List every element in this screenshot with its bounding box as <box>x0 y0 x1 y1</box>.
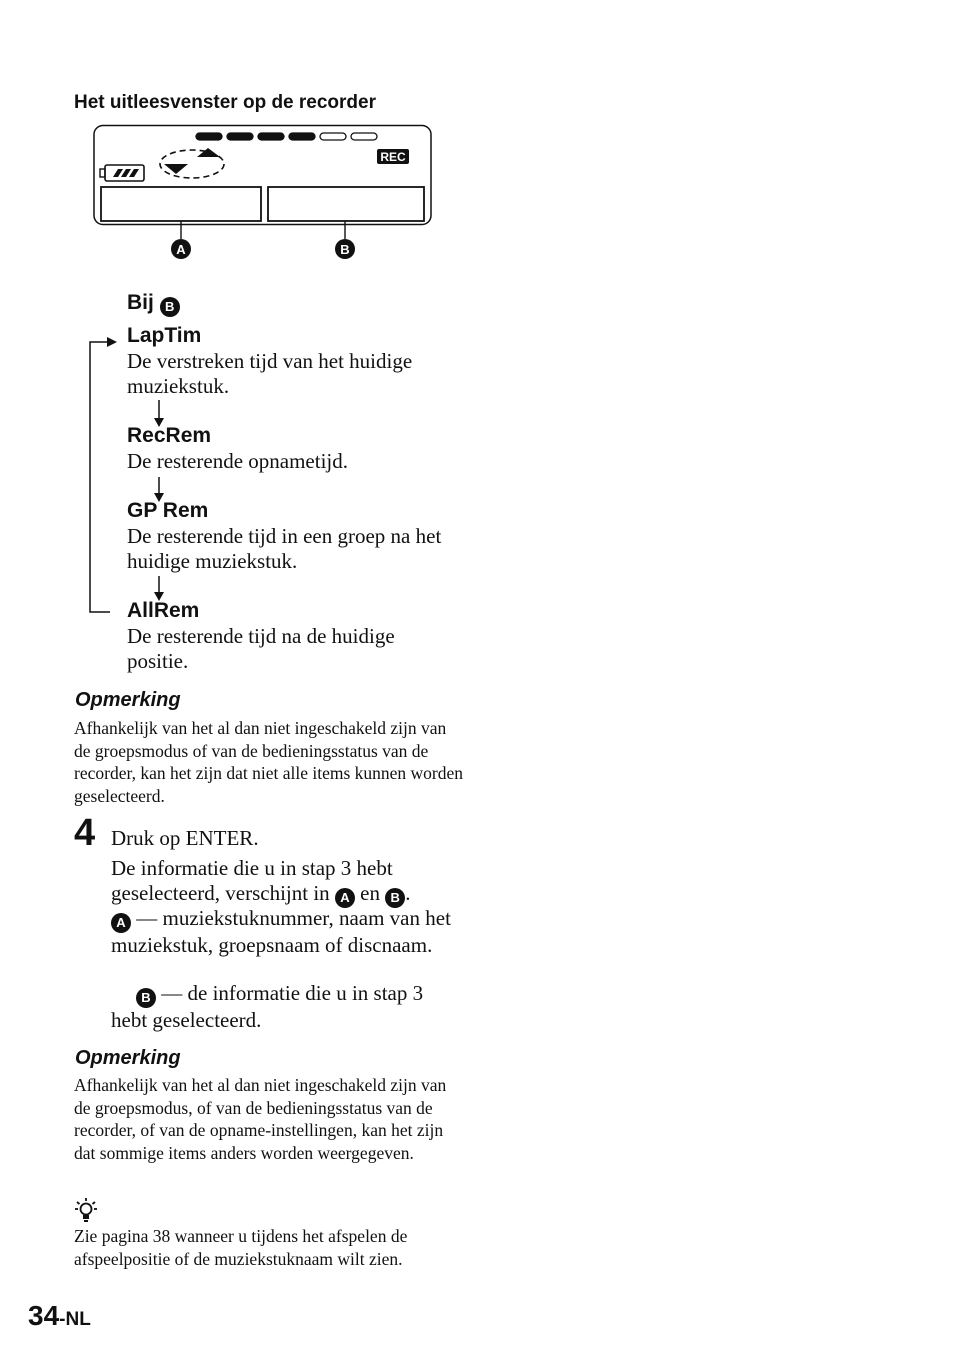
step-info-text: De informatie die u in stap 3 hebt geselecteerd, verschijnt in <box>111 856 393 905</box>
level-segment <box>320 133 346 140</box>
item-title-recrem: RecRem <box>127 424 212 447</box>
display-field-a <box>101 187 261 221</box>
step-number: 4 <box>74 812 96 854</box>
battery-icon <box>100 165 144 181</box>
lightbulb-icon <box>74 1197 98 1225</box>
item-desc-allrem: De resterende tijd na de huidige positie. <box>127 624 395 673</box>
item-desc-gprem: De resterende tijd in een groep na het huidige muziekstuk. <box>127 524 442 573</box>
rec-badge <box>377 149 409 164</box>
step-a-desc-row <box>111 906 456 958</box>
level-segment <box>196 133 222 140</box>
arrow-right-icon <box>107 337 117 347</box>
step-info <box>111 856 456 908</box>
step-b-desc-row <box>111 981 456 1033</box>
bij-label: Bij <box>127 291 154 314</box>
page-number <box>28 1300 91 1332</box>
step-b-desc: — de informatie die u in stap 3 hebt geselecteerd. <box>111 981 424 1032</box>
marker-b-inline: B <box>136 988 156 1008</box>
marker-b-inline: B <box>160 297 180 317</box>
item-desc-recrem: De resterende opnametijd. <box>127 449 348 473</box>
display-field-b <box>268 187 424 221</box>
level-segment <box>227 133 253 140</box>
marker-a-inline: A <box>111 913 131 933</box>
step-info-en: en <box>360 881 380 905</box>
bij-label-row <box>127 291 180 317</box>
marker-a: A <box>171 239 191 259</box>
step-instruction: Druk op ENTER. <box>111 826 259 850</box>
item-title-allrem: AllRem <box>127 599 200 622</box>
marker-b-inline: B <box>385 888 405 908</box>
item-title-laptim: LapTim <box>127 324 202 347</box>
disc-rotation-icon <box>160 148 224 178</box>
note-body: Afhankelijk van het al dan niet ingeschakeld zijn van de groepsmodus, of van de bedieningsstatus van de recorder, of van de opname-instellingen, kan het zijn dat sommige items anders worden weergegeven. <box>74 1075 447 1163</box>
note-title: Opmerking <box>75 1047 181 1069</box>
level-segment <box>351 133 377 140</box>
item-desc-laptim: De verstreken tijd van het huidige muziekstuk. <box>127 349 413 398</box>
step-a-desc: — muziekstuknummer, naam van het muziekstuk, groepsnaam of discnaam. <box>111 906 451 957</box>
level-segment <box>258 133 284 140</box>
svg-text:REC: REC <box>380 150 406 164</box>
recorder-display-diagram <box>92 124 434 264</box>
level-segment <box>289 133 315 140</box>
item-title-gprem: GP Rem <box>127 499 209 522</box>
note-title: Opmerking <box>75 689 181 711</box>
note-body: Afhankelijk van het al dan niet ingeschakeld zijn van de groepsmodus of van de bedieningsstatus van de recorder, kan het zijn dat niet alle items kunnen worden geselecteerd. <box>74 718 464 806</box>
step-info-end: . <box>405 881 411 905</box>
marker-b: B <box>335 239 355 259</box>
tip-body: Zie pagina 38 wanneer u tijdens het afspelen de afspeelpositie of de muziekstuknaam wilt zien. <box>74 1226 408 1269</box>
page-number-suffix: -NL <box>59 1309 91 1330</box>
section-heading: Het uitleesvenster op de recorder <box>74 92 376 113</box>
level-meter <box>196 133 377 140</box>
display-illustration <box>92 124 434 264</box>
page-number-value: 34 <box>28 1300 60 1331</box>
marker-a-inline: A <box>335 888 355 908</box>
